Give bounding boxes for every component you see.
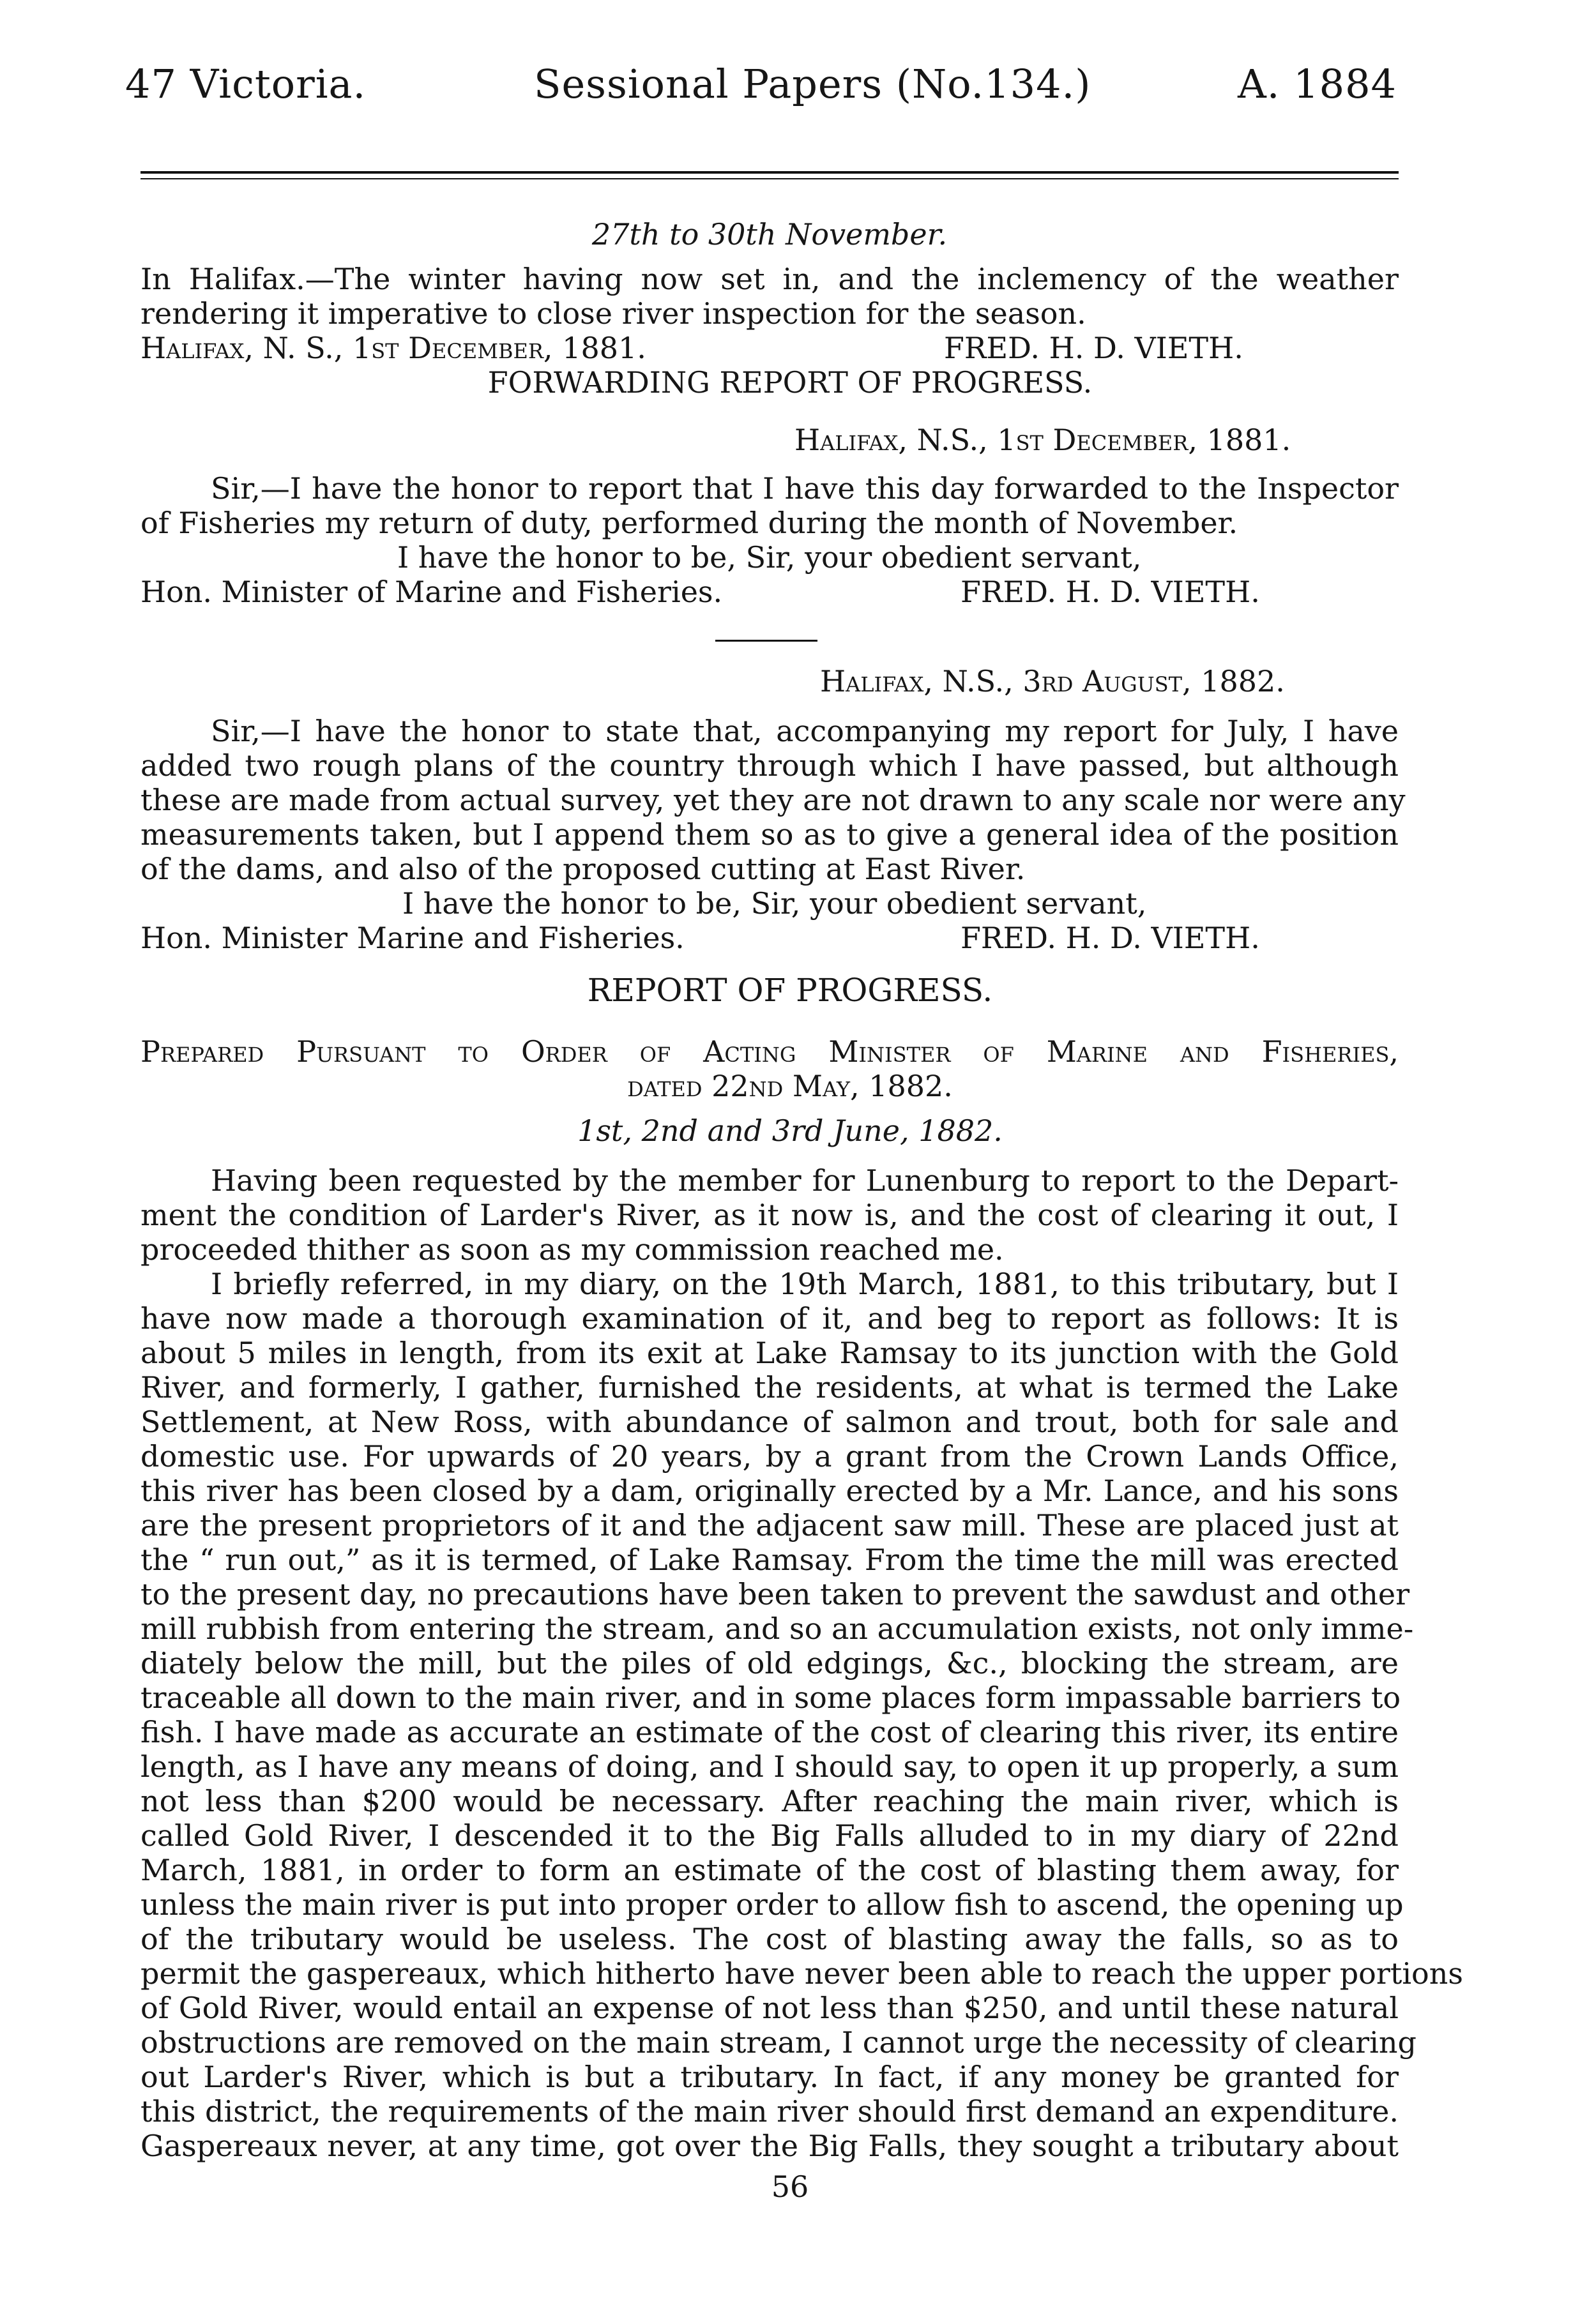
body-line: these are made from actual survey, yet they are not drawn to any scale nor were any	[141, 783, 1406, 817]
body-line: to the present day, no precautions have been taken to prevent the sawdust and other	[141, 1577, 1410, 1611]
body-line: have now made a thorough examination of it, and beg to report as follows: It is	[141, 1301, 1399, 1336]
body-line: domestic use. For upwards of 20 years, by a grant from the Crown Lands Office,	[141, 1439, 1399, 1474]
header-rule-top	[141, 171, 1399, 174]
body-line: not less than $200 would be necessary. After reaching the main river, which is	[141, 1784, 1399, 1818]
body-line: added two rough plans of the country through which I have passed, but although	[141, 748, 1399, 783]
body-line: of the dams, and also of the proposed cutting at East River.	[141, 852, 1026, 886]
body-line: fish. I have made as accurate an estimate of the cost of clearing this river, its entire	[141, 1715, 1399, 1749]
signature: FRED. H. D. VIETH.	[961, 575, 1260, 609]
forwarding-title: FORWARDING REPORT OF PROGRESS.	[487, 365, 1093, 400]
body-line: ment the condition of Larder's River, as it now is, and the cost of clearing it out, I	[141, 1198, 1399, 1232]
body-line: of the tributary would be useless. The cost of blasting away the falls, so as to	[141, 1922, 1399, 1956]
body-line: Sir,—I have the honor to state that, accompanying my report for July, I have	[211, 714, 1399, 748]
body-line: this district, the requirements of the main river should first demand an expenditure.	[141, 2094, 1399, 2129]
body-line: March, 1881, in order to form an estimate of the cost of blasting them away, for	[141, 1853, 1399, 1887]
place-date: Halifax, N. S., 1st December, 1881.	[141, 331, 646, 365]
place-date: Halifax, N.S., 1st December, 1881.	[794, 423, 1291, 457]
body-line: rendering it imperative to close river inspection for the season.	[141, 296, 1086, 331]
body-line: mill rubbish from entering the stream, and so an accumulation exists, not only imme-	[141, 1611, 1414, 1646]
body-line: the “ run out,” as it is termed, of Lake Ramsay. From the time the mill was erected	[141, 1543, 1399, 1577]
body-line: measurements taken, but I append them so as to give a general idea of the position	[141, 817, 1399, 852]
body-line: out Larder's River, which is but a tributary. In fact, if any money be granted for	[141, 2060, 1399, 2094]
body-line: diately below the mill, but the piles of old edgings, &c., blocking the stream, are	[141, 1646, 1399, 1680]
report-subtitle-date: dated 22nd May, 1882.	[627, 1069, 953, 1103]
body-line: length, as I have any means of doing, and I should say, to open it up properly, a sum	[141, 1749, 1399, 1784]
body-line: In Halifax.—The winter having now set in, and the inclemency of the weather	[141, 262, 1399, 296]
body-line: Having been requested by the member for Lunenburg to report to the Depart-	[211, 1163, 1399, 1198]
report-date: 1st, 2nd and 3rd June, 1882.	[577, 1113, 1003, 1148]
report-subtitle: Prepared Pursuant to Order of Acting Minister of Marine and Fisheries,	[141, 1034, 1399, 1069]
closing: I have the honor to be, Sir, your obedient servant,	[402, 886, 1147, 921]
body-line: proceeded thither as soon as my commission reached me.	[141, 1232, 1004, 1267]
signature: FRED. H. D. VIETH.	[961, 921, 1260, 955]
body-line: Gaspereaux never, at any time, got over the Big Falls, they sought a tributary about	[141, 2129, 1399, 2163]
body-line: unless the main river is put into proper order to allow fish to ascend, the opening up	[141, 1887, 1404, 1922]
addressee: Hon. Minister of Marine and Fisheries.	[141, 575, 723, 609]
body-line: of Gold River, would entail an expense of not less than $250, and until these natural	[141, 1991, 1399, 2025]
header-session: 47 Victoria.	[125, 61, 367, 107]
signature: FRED. H. D. VIETH.	[944, 331, 1243, 365]
body-line: Sir,—I have the honor to report that I have this day forwarded to the Inspector	[211, 471, 1399, 506]
report-title: REPORT OF PROGRESS.	[587, 972, 993, 1009]
body-line: this river has been closed by a dam, originally erected by a Mr. Lance, and his sons	[141, 1474, 1399, 1508]
section-divider	[715, 640, 817, 642]
place-date: Halifax, N.S., 3rd August, 1882.	[820, 664, 1285, 698]
page-number: 56	[771, 2169, 809, 2204]
body-line: about 5 miles in length, from its exit at Lake Ramsay to its junction with the Gold	[141, 1336, 1399, 1370]
header-year: A. 1884	[1238, 61, 1397, 107]
body-line: I briefly referred, in my diary, on the 19th March, 1881, to this tributary, but I	[211, 1267, 1399, 1301]
addressee: Hon. Minister Marine and Fisheries.	[141, 921, 685, 955]
section-date: 27th to 30th November.	[591, 217, 948, 252]
header-title: Sessional Papers (No.134.)	[534, 61, 1091, 107]
body-line: permit the gaspereaux, which hitherto have never been able to reach the upper portions	[141, 1956, 1463, 1991]
body-line: are the present proprietors of it and the adjacent saw mill. These are placed just at	[141, 1508, 1399, 1543]
body-line: Settlement, at New Ross, with abundance of salmon and trout, both for sale and	[141, 1405, 1399, 1439]
body-line: of Fisheries my return of duty, performed during the month of November.	[141, 506, 1238, 540]
header-rule-bottom	[141, 178, 1399, 179]
body-line: River, and formerly, I gather, furnished the residents, at what is termed the Lake	[141, 1370, 1399, 1405]
body-line: called Gold River, I descended it to the Big Falls alluded to in my diary of 22nd	[141, 1818, 1399, 1853]
body-line: traceable all down to the main river, and in some places form impassable barriers to	[141, 1680, 1401, 1715]
body-line: obstructions are removed on the main stream, I cannot urge the necessity of clearing	[141, 2025, 1417, 2060]
closing: I have the honor to be, Sir, your obedient servant,	[397, 540, 1142, 575]
